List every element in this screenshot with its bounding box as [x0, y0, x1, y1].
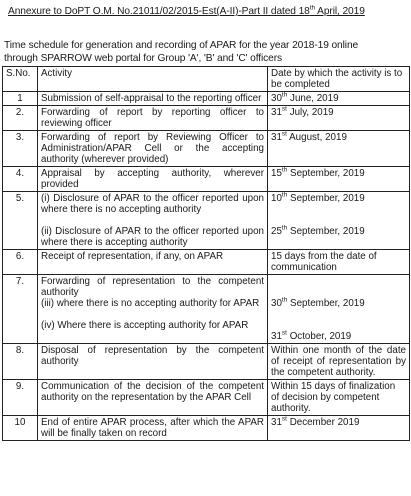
row-activity: Forwarding of report by reporting officer to reviewing officer: [38, 106, 268, 131]
table-row: [3, 106, 410, 131]
header-date: Date by which the activity is to be completed: [268, 67, 410, 92]
date-with-accepting: 31st October, 2019: [271, 329, 352, 342]
header-activity: Activity: [38, 67, 268, 92]
row-date: 31st August, 2019: [268, 131, 410, 167]
row-date: Within one month of the date of receipt of representation by the competent authority.: [268, 344, 410, 380]
row-date: 15th September, 2019: [268, 167, 410, 192]
disclosure-no-accepting: (i) Disclosure of APAR to the officer reported upon where there is no accepting authority: [41, 193, 264, 215]
intro-line-2: through SPARROW web portal for Group 'A', 'B' and 'C' officers: [4, 52, 283, 64]
row-date: [268, 192, 410, 250]
date-with-accepting: 25th September, 2019: [271, 224, 365, 237]
row-activity: [38, 192, 268, 250]
row-date: [268, 275, 410, 344]
row-activity: Communication of the decision of the competent authority on the representation by the APAR Cell: [38, 380, 268, 416]
table-row: [3, 380, 410, 416]
row-date: 30th June, 2019: [268, 92, 410, 106]
row-activity: Appraisal by accepting authority, wherever provided: [38, 167, 268, 192]
row-sno: 4.: [3, 167, 38, 192]
row-sno: 8.: [3, 344, 38, 380]
table-row: [3, 416, 410, 441]
intro-paragraph: [4, 40, 409, 65]
table-row: [3, 92, 410, 106]
row-activity: End of entire APAR process, after which the APAR will be finally taken on record: [38, 416, 268, 441]
row-sno: 1: [3, 92, 38, 106]
sub-marker: (iv): [41, 320, 55, 331]
table-row: [3, 131, 410, 167]
date-no-accepting: 10th September, 2019: [271, 191, 365, 204]
row-sno: 6.: [3, 250, 38, 275]
row-activity: [38, 275, 268, 344]
row-sno: 3.: [3, 131, 38, 167]
disclosure-with-accepting: (ii) Disclosure of APAR to the officer reported upon where there is accepting authority: [41, 226, 264, 248]
sub-item-no-accepting: [41, 298, 264, 309]
table-row: [3, 167, 410, 192]
row-sno: 7.: [3, 275, 38, 344]
annexure-heading: Annexure to DoPT O.M. No.21011/02/2015-Est(A-II)-Part II dated 18th April, 2019: [8, 4, 365, 17]
table-row: [3, 344, 410, 380]
table-row: [3, 275, 410, 344]
date-no-accepting: 30th September, 2019: [271, 296, 365, 309]
row-date: 15 days from the date of communication: [268, 250, 410, 275]
row-sno: 9.: [3, 380, 38, 416]
sub-item-with-accepting: [41, 320, 264, 331]
apar-schedule-table: [2, 66, 410, 441]
row-activity: Receipt of representation, if any, on APAR: [38, 250, 268, 275]
row-sno: 5.: [3, 192, 38, 250]
intro-line-1: Time schedule for generation and recording of APAR for the year 2018-19 online: [4, 40, 359, 51]
table-header-row: [3, 67, 410, 92]
row-date: 31st December 2019: [268, 416, 410, 441]
row-date: Within 15 days of finalization of decision by competent authority.: [268, 380, 410, 416]
row-sno: 10: [3, 416, 38, 441]
sub-text: where there is no accepting authority for APAR: [56, 298, 260, 309]
row-activity: Submission of self-appraisal to the reporting officer: [38, 92, 268, 106]
sub-text: Where there is accepting authority for APAR: [57, 320, 249, 331]
table-row: [3, 250, 410, 275]
sub-marker: (iii): [41, 298, 55, 309]
forwarding-representation: Forwarding of representation to the competent authority: [41, 276, 264, 298]
header-sno: S.No.: [3, 67, 38, 92]
row-activity: Disposal of representation by the competent authority: [38, 344, 268, 380]
table-row: [3, 192, 410, 250]
row-date: 31st July, 2019: [268, 106, 410, 131]
row-sno: 2.: [3, 106, 38, 131]
row-activity: Forwarding of report by Reviewing Officer to Administration/APAR Cell or the accepting authority (wherever provided): [38, 131, 268, 167]
